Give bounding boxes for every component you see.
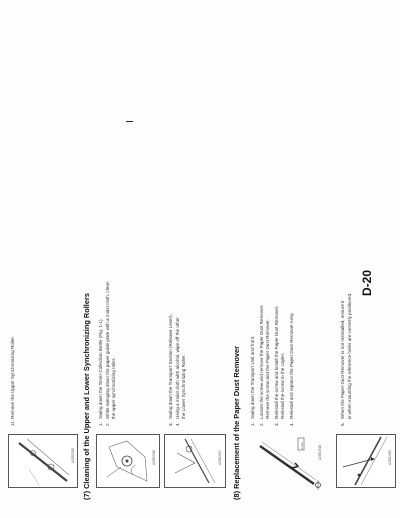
section-7-step-4: 4.Using a moist cloth with alcohol, wipe off the other [175, 317, 180, 426]
section-7-step-2-cont: the upper synchronizing roller. [111, 357, 116, 419]
section-8-step-5-cont: is when mounting the reference holes are correctly positioned. [347, 292, 352, 419]
section-8-step-2-cont: Remove the screw and the Paper Dust Remover. [265, 319, 270, 419]
page-number: D-20 [360, 269, 374, 296]
figure-label: A205D519 [388, 449, 392, 465]
section-8-step-2: 2.Loosen the screw and remove the Paper Dust Remover. [259, 304, 264, 426]
figure-label: A205D517 [218, 449, 222, 465]
upper-roller-drawing [9, 435, 77, 487]
figure-upper-roller [8, 434, 78, 488]
section-7-step-3: 3.Swing down the Transport Section (Release Lever). [168, 314, 173, 426]
section-8-step-3-cont: Reinstall the screw to the copier. [280, 352, 285, 419]
paper-dust-remover-drawing [246, 432, 324, 494]
reference-holes-drawing [337, 435, 395, 487]
section-7-step-2: 2.While swinging down the paper guide plate with a moist cloth, clean [105, 281, 110, 426]
figure-cleaning-lower [164, 434, 226, 488]
figure-label: A205D515 [71, 447, 75, 463]
section-8-step-5: 5.When the Paper Dust Remover is not reinstalled, ensure it [340, 300, 345, 426]
section-8-step-1: 1.Swing down the Transport Unit and front. [250, 335, 255, 426]
figure-label: A205D516 [152, 449, 156, 465]
step-11: 11.Remove the Upper Synchronizing Roller. [10, 336, 15, 426]
cleaning-upper-drawing [97, 435, 159, 487]
figure-reference-holes [336, 434, 396, 488]
section-8-step-4: 4.Reinstall and replace the Paper Dust Remover Assy. [289, 312, 294, 426]
section-7-heading: (7) Cleaning of the Upper and Lower Synchronizing Rollers [82, 293, 91, 500]
front-label: Front [299, 441, 304, 449]
figure-label: A205D518 [318, 444, 322, 460]
cleaning-lower-drawing [165, 435, 225, 487]
figure-paper-dust-remover [246, 432, 324, 494]
margin-mark [126, 121, 133, 122]
section-7-step-4-cont: the Lower Synchronizing Roller. [181, 354, 186, 419]
section-7-step-1: 1.Swing down the Toner Collection Bottle (Fig. 1-1). [98, 318, 103, 426]
figure-cleaning-upper [96, 434, 160, 488]
section-8-heading: (8) Replacement of the Paper Dust Remover [232, 345, 241, 500]
section-8-step-3: 3.Reinstall the screw and install the Paper Dust Remover. [274, 305, 279, 426]
